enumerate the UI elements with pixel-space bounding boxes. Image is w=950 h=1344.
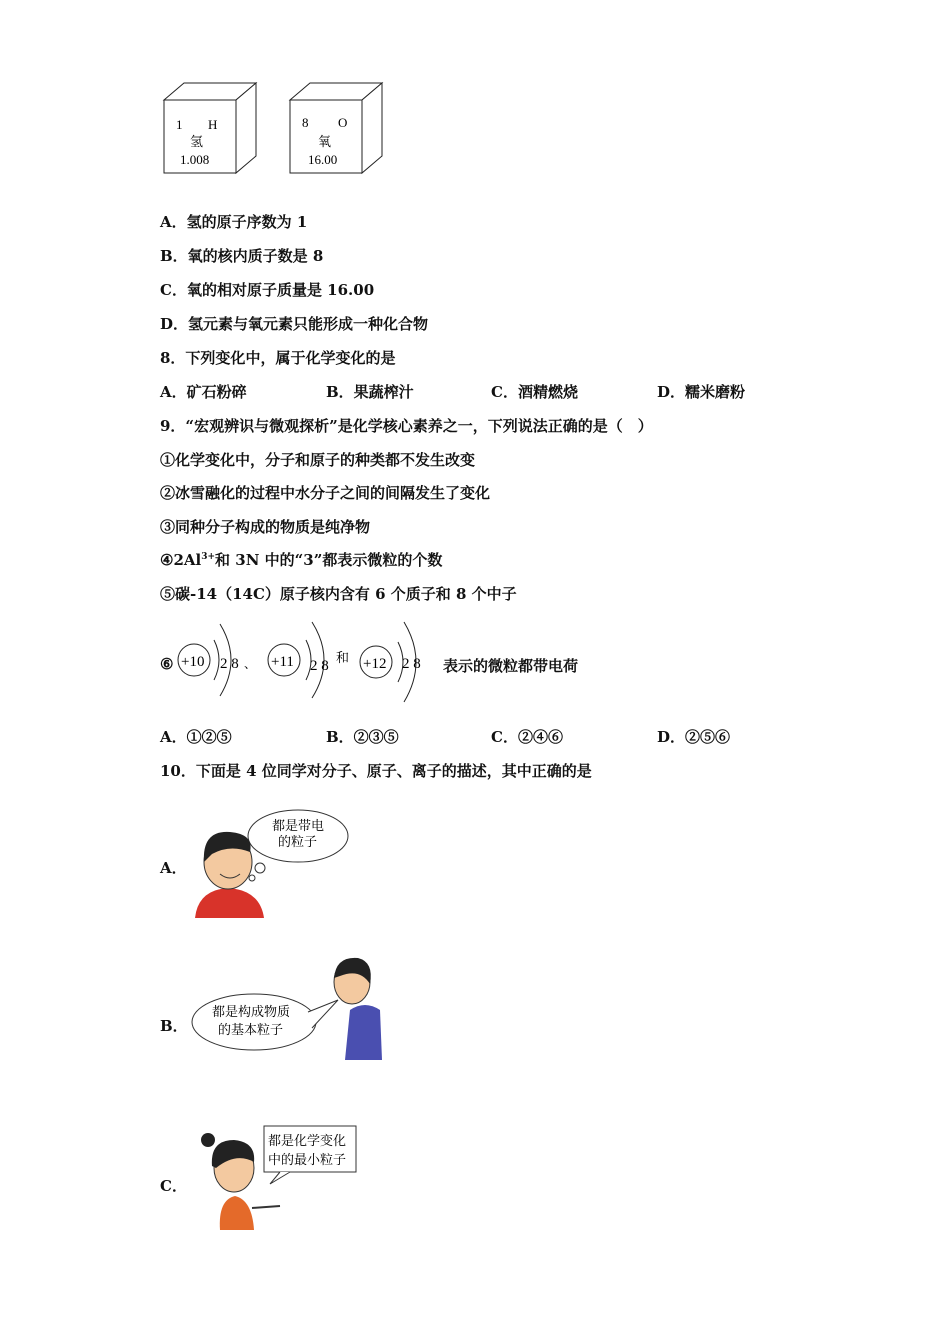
element-mass: 16.00 <box>308 152 338 167</box>
hydrogen-element-card <box>160 80 260 176</box>
q8-option-c[interactable]: C．酒精燃烧 <box>491 383 578 401</box>
element-symbol: O <box>338 115 348 130</box>
svg-text:的基本粒子: 的基本粒子 <box>218 1023 284 1038</box>
q7-option-c[interactable]: C．氧的相对原子质量是 16.00 <box>160 281 375 299</box>
q8-option-d[interactable]: D．糯米磨粉 <box>657 383 746 401</box>
atom-diagram-3 <box>360 622 421 702</box>
q8-option-a[interactable]: A．矿石粉碎 <box>160 383 247 401</box>
student-b-illustration <box>190 950 390 1065</box>
oxygen-element-card <box>286 80 386 176</box>
svg-text:+12: +12 <box>363 656 387 672</box>
q9-statement-1: ①化学变化中，分子和原子的种类都不发生改变 <box>160 451 476 469</box>
svg-text:、: 、 <box>244 657 257 671</box>
q7-option-b[interactable]: B．氧的核内质子数是 8 <box>160 247 324 265</box>
svg-text:+11: +11 <box>271 654 294 670</box>
student-c-illustration <box>190 1122 365 1234</box>
q7-option-a[interactable]: A．氢的原子序数为 1 <box>160 213 308 231</box>
q10-option-b[interactable]: B． <box>160 1017 188 1035</box>
svg-text:都是带电: 都是带电 <box>272 819 325 834</box>
svg-text:中的最小粒子: 中的最小粒子 <box>268 1153 347 1168</box>
svg-text:的粒子: 的粒子 <box>278 835 318 850</box>
svg-text:2 8: 2 8 <box>402 656 421 672</box>
q8-stem: 8．下列变化中，属于化学变化的是 <box>160 349 396 367</box>
svg-text:+10: +10 <box>181 654 205 670</box>
q9-statement-2: ②冰雪融化的过程中水分子之间的间隔发生了变化 <box>160 484 491 502</box>
element-mass: 1.008 <box>180 152 210 167</box>
student-a-illustration <box>190 800 360 925</box>
element-number: 8 <box>302 115 309 130</box>
svg-text:和: 和 <box>336 650 350 665</box>
q9-option-c[interactable]: C．②④⑥ <box>491 728 563 746</box>
q9-statement-3: ③同种分子构成的物质是纯净物 <box>160 518 371 536</box>
q9-statement-4 <box>160 549 442 570</box>
q10-option-a[interactable]: A． <box>160 859 187 877</box>
q10-stem: 10．下面是 4 位同学对分子、原子、离子的描述，其中正确的是 <box>160 762 592 780</box>
element-name: 氢 <box>190 134 204 149</box>
svg-text:2 8: 2 8 <box>220 656 239 672</box>
formula: ④2Al <box>160 551 202 569</box>
svg-text:2 8: 2 8 <box>310 658 329 674</box>
atom-structure-diagrams <box>176 618 446 708</box>
q9-option-b[interactable]: B．②③⑤ <box>326 728 399 746</box>
svg-text:都是化学变化: 都是化学变化 <box>268 1134 347 1149</box>
svg-text:都是构成物质: 都是构成物质 <box>212 1005 291 1020</box>
q9-statement-6-prefix: ⑥ <box>160 655 174 673</box>
q9-option-a[interactable]: A．①②⑤ <box>160 728 232 746</box>
atom-diagram-2 <box>268 622 349 698</box>
element-number: 1 <box>176 117 183 132</box>
q9-statement-6-suffix: 表示的微粒都带电荷 <box>443 657 579 675</box>
atom-diagram-1 <box>178 624 256 696</box>
element-symbol: H <box>208 117 218 132</box>
q8-option-b[interactable]: B．果蔬榨汁 <box>326 383 414 401</box>
charge: 3+ <box>201 552 216 562</box>
q10-option-c[interactable]: C． <box>160 1177 187 1195</box>
element-name: 氧 <box>318 134 332 149</box>
q9-statement-5: ⑤碳-14（14C）原子核内含有 6 个质子和 8 个中子 <box>160 585 517 603</box>
q9-option-d[interactable]: D．②⑤⑥ <box>657 728 731 746</box>
q7-option-d[interactable]: D．氢元素与氧元素只能形成一种化合物 <box>160 315 429 333</box>
statement-text: 和 3N 中的“3”都表示微粒的个数 <box>215 551 443 569</box>
q9-stem: 9．“宏观辨识与微观探析”是化学核心素养之一，下列说法正确的是（ ） <box>160 417 653 435</box>
